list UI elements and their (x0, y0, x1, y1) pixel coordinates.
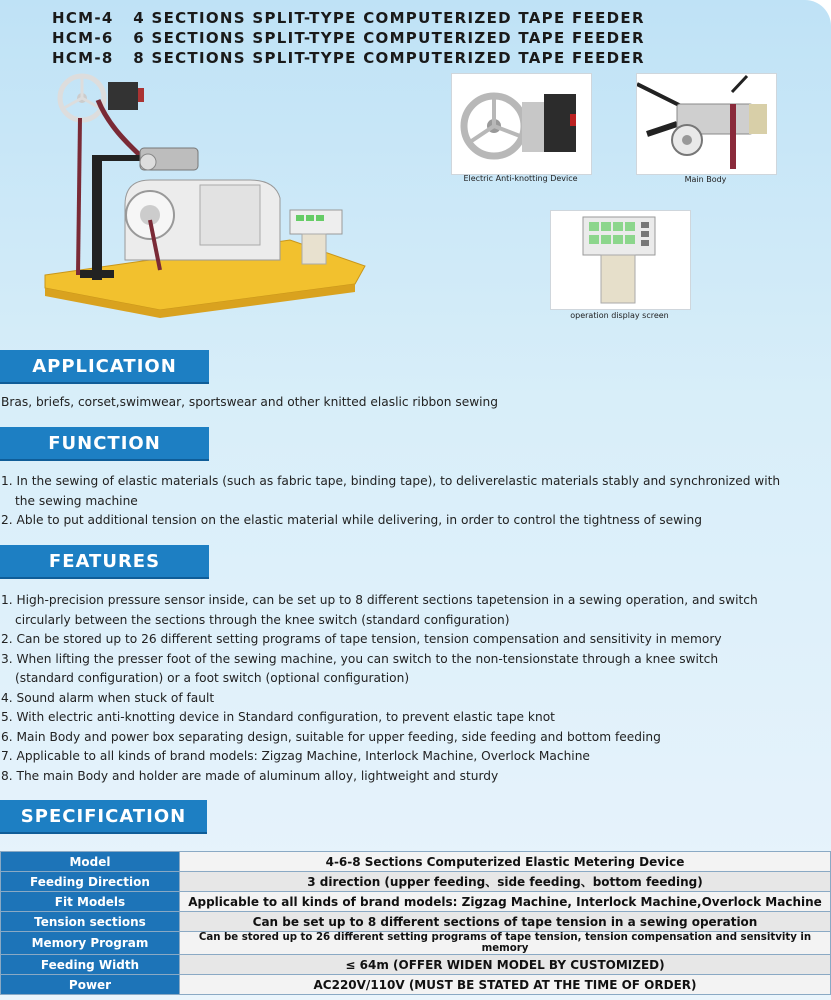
feature-item-1-cont: circularly between the sections through the knee switch (standard configuration) (15, 612, 510, 627)
feature-item-7: 7. Applicable to all kinds of brand models: Zigzag Machine, Interlock Machine, Overlock Machine (1, 749, 590, 763)
function-item-1: 1. In the sewing of elastic materials (such as fabric tape, binding tape), to deliverelastic materials stably and synchronized with (1, 474, 781, 488)
spec-value-feeding-width: ≤ 64m (OFFER WIDEN MODEL BY CUSTOMIZED) (180, 955, 831, 975)
title-hcm-8: HCM-8 8 SECTIONS SPLIT-TYPE COMPUTERIZED TAPE FEEDER (52, 49, 645, 67)
table-row (1, 872, 831, 892)
table-row (1, 975, 831, 995)
function-list (1, 472, 780, 531)
table-row (1, 912, 831, 932)
function-item-1-cont: the sewing machine (15, 493, 138, 508)
spec-label-power: Power (1, 975, 180, 995)
spec-label-fit-models: Fit Models (1, 892, 180, 912)
application-text: Bras, briefs, corset,swimwear, sportswear and other knitted elaslic ribbon sewing (1, 395, 499, 409)
main-body-caption: Main Body (684, 175, 727, 184)
main-body-photo (636, 73, 777, 175)
spec-label-model: Model (1, 852, 180, 872)
feature-item-3-cont: (standard configuration) or a foot switch (optional configuration) (15, 671, 410, 685)
specification-heading: SPECIFICATION (0, 800, 207, 834)
feature-item-1: 1. High-precision pressure sensor inside, can be set up to 8 different sections tapetension in a sewing operation, and switch (1, 593, 758, 607)
anti-knotting-device-photo (451, 73, 592, 175)
product-titles (52, 8, 645, 68)
feature-item-2: 2. Can be stored up to 26 different setting programs of tape tension, tension compensation and sensitivity in memory (1, 632, 722, 646)
function-heading: FUNCTION (0, 427, 209, 461)
spec-label-feeding-direction: Feeding Direction (1, 872, 180, 892)
spec-value-memory-program: Can be stored up to 26 different setting programs of tape tension, tension compensation and sensitvity in memory (180, 932, 831, 955)
spec-value-tension-sections: Can be set up to 8 different sections of tape tension in a sewing operation (180, 912, 831, 932)
anti-knotting-caption: Electric Anti-knotting Device (463, 174, 578, 183)
table-row (1, 955, 831, 975)
spec-label-memory-program: Memory Program (1, 932, 180, 955)
title-hcm-4: HCM-4 4 SECTIONS SPLIT-TYPE COMPUTERIZED TAPE FEEDER (52, 9, 645, 27)
spec-value-feeding-direction: 3 direction (upper feeding、side feeding、bottom feeding) (180, 872, 831, 892)
feature-item-8: 8. The main Body and holder are made of aluminum alloy, lightweight and sturdy (1, 768, 499, 783)
operation-display-photo (550, 210, 691, 310)
feature-item-4: 4. Sound alarm when stuck of fault (1, 690, 215, 705)
table-row (1, 932, 831, 955)
sewing-machine-illustration (40, 70, 370, 320)
function-item-2: 2. Able to put additional tension on the elastic material while delivering, in order to control the tightness of sewing (1, 513, 702, 527)
specification-table (0, 851, 831, 995)
title-hcm-6: HCM-6 6 SECTIONS SPLIT-TYPE COMPUTERIZED TAPE FEEDER (52, 29, 645, 47)
spec-label-tension-sections: Tension sections (1, 912, 180, 932)
features-heading: FEATURES (0, 545, 209, 579)
table-row (1, 852, 831, 872)
application-heading: APPLICATION (0, 350, 209, 384)
spec-value-fit-models: Applicable to all kinds of brand models: Zigzag Machine, Interlock Machine,Overlock Machine (180, 892, 831, 912)
spec-label-feeding-width: Feeding Width (1, 955, 180, 975)
features-list (1, 591, 758, 786)
display-caption: operation display screen (570, 311, 669, 320)
feature-item-6: 6. Main Body and power box separating design, suitable for upper feeding, side feeding and bottom feeding (1, 729, 661, 744)
spec-value-power: AC220V/110V (MUST BE STATED AT THE TIME OF ORDER) (180, 975, 831, 995)
feature-item-3: 3. When lifting the presser foot of the sewing machine, you can switch to the non-tensionstate through a knee switch (1, 651, 719, 666)
feature-item-5: 5. With electric anti-knotting device in Standard configuration, to prevent elastic tape knot (1, 710, 555, 724)
spec-value-model: 4-6-8 Sections Computerized Elastic Metering Device (180, 852, 831, 872)
table-row (1, 892, 831, 912)
